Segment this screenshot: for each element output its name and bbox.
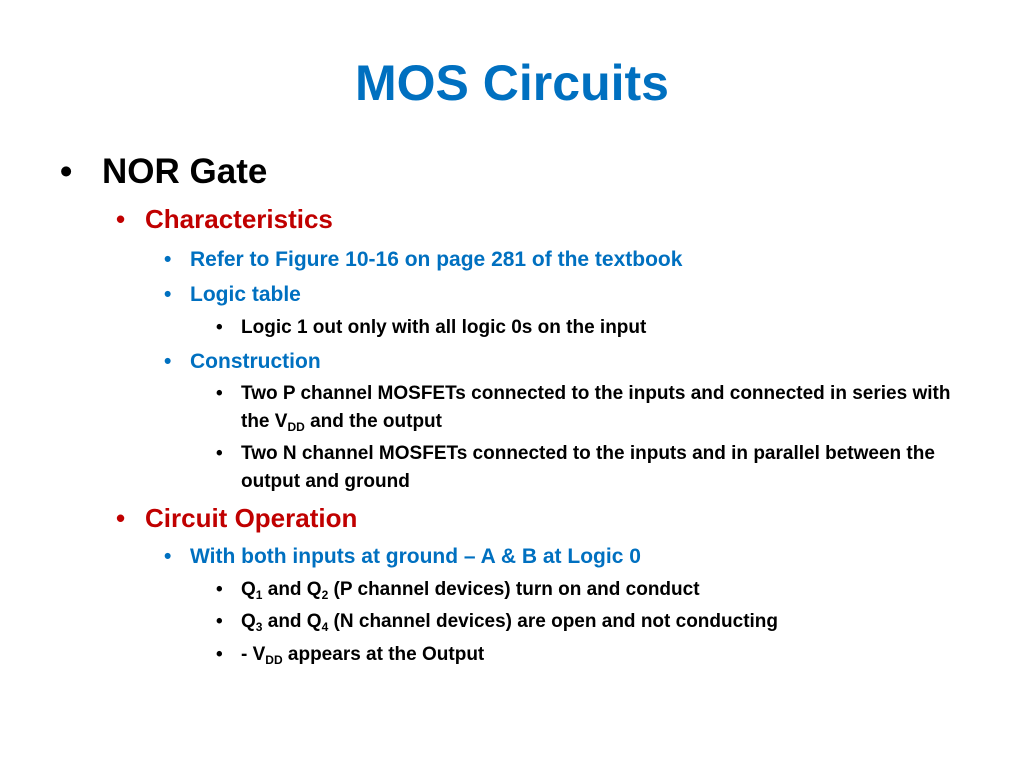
bullet-dot: • [116,503,126,533]
bullet-logic-detail [216,314,956,342]
bullet-dot: • [216,443,223,464]
slide-title: MOS Circuits [355,55,669,111]
subscript: 1 [255,588,263,602]
bullet-text: Two N channel MOSFETs connected to the inputs and in parallel between the output and ground [241,443,935,492]
bullet-circuit-operation [116,502,357,534]
bullet-n-channel [216,440,956,496]
text-part: and the output [304,411,442,432]
bullet-text: With both inputs at ground – A & B at Logic 0 [190,545,641,568]
bullet-q3-q4 [216,608,956,636]
bullet-construction [164,348,321,375]
bullet-text [241,380,956,436]
bullet-nor-gate [60,150,267,194]
bullet-both-inputs [164,543,641,570]
bullet-dot: • [216,611,223,632]
bullet-text: Characteristics [145,204,333,234]
bullet-dot: • [216,579,223,600]
bullet-text: Circuit Operation [145,503,358,533]
bullet-dot: • [164,350,172,373]
bullet-text [241,576,700,604]
bullet-dot: • [164,283,172,306]
bullet-text: Logic 1 out only with all logic 0s on the input [241,317,647,338]
subscript: 4 [321,620,329,634]
text-part: (P channel devices) turn on and conduct [328,579,700,600]
bullet-dot: • [164,545,172,568]
text-part: (N channel devices) are open and not conducting [328,611,779,632]
bullet-text [241,608,778,636]
text-part: and Q [262,611,322,632]
bullet-text: NOR Gate [102,152,268,191]
bullet-text: Construction [190,350,321,373]
bullet-q1-q2 [216,576,956,604]
bullet-logic-table [164,281,301,308]
subscript: 2 [321,588,329,602]
text-part: and Q [262,579,322,600]
bullet-dot: • [216,644,223,665]
subscript: 3 [255,620,263,634]
bullet-characteristics [116,203,333,235]
bullet-dot: • [216,383,223,404]
text-part: appears at the Output [282,644,485,665]
bullet-dot: • [116,204,126,234]
subscript: DD [265,653,283,667]
text-part: Q [241,611,256,632]
bullet-text: Refer to Figure 10-16 on page 281 of the textbook [190,248,683,271]
bullet-vdd-output [216,641,956,669]
text-part: Q [241,579,256,600]
subscript: DD [287,420,305,434]
bullet-text [241,641,484,669]
bullet-text: Logic table [190,283,301,306]
bullet-dot: • [216,317,223,338]
bullet-dot: • [60,152,73,191]
bullet-dot: • [164,248,172,271]
text-part: - V [241,644,266,665]
text-part: Two P channel MOSFETs connected to the inputs and connected in series with the V [241,383,951,432]
bullet-refer-figure [164,246,682,273]
bullet-p-channel [216,380,956,436]
